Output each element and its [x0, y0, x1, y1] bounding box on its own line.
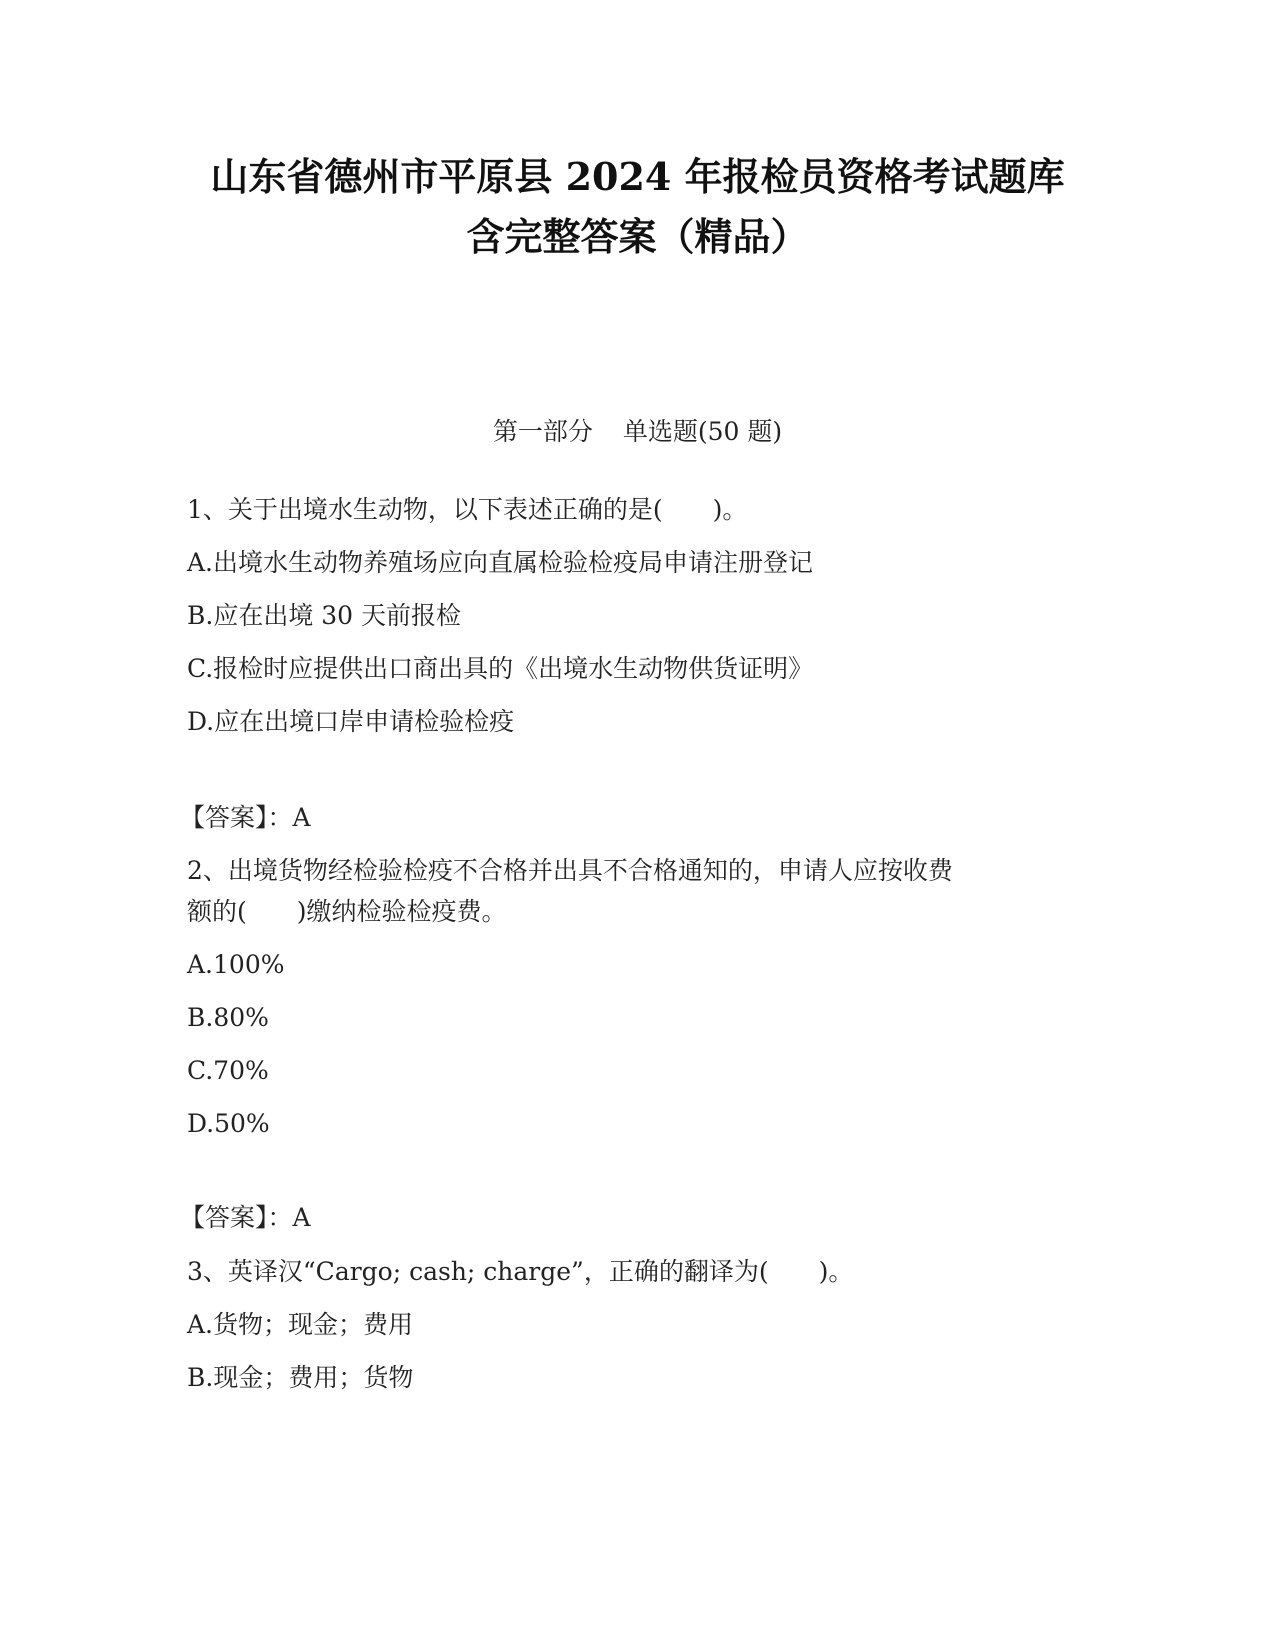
question-2-option-b: B.80% [187, 1003, 269, 1032]
question-2-option-d: D.50% [187, 1109, 270, 1138]
question-1-option-b: B.应在出境 30 天前报检 [187, 601, 462, 630]
question-1-option-d: D.应在出境口岸申请检验检疫 [187, 707, 515, 736]
question-2-answer: 【答案】：A [180, 1203, 311, 1232]
question-1-option-a: A.出境水生动物养殖场应向直属检验检疫局申请注册登记 [187, 548, 814, 577]
question-3-stem: 3、英译汉“Cargo; cash; charge”，正确的翻译为( )。 [187, 1257, 854, 1286]
question-2-stem-line-1: 2、出境货物经检验检疫不合格并出具不合格通知的，申请人应按收费 [187, 856, 953, 885]
section-part-label: 第一部分 [492, 417, 593, 446]
question-2-stem-line-2: 额的( )缴纳检验检疫费。 [187, 897, 507, 926]
question-3-option-a: A.货物；现金；费用 [187, 1310, 414, 1339]
question-2-option-a: A.100% [187, 950, 285, 979]
document-title-line-1: 山东省德州市平原县 2024 年报检员资格考试题库 [210, 154, 1065, 199]
question-1-answer: 【答案】：A [180, 803, 311, 832]
question-1-stem: 1、关于出境水生动物，以下表述正确的是( )。 [187, 495, 748, 524]
question-1-option-c: C.报检时应提供出口商出具的《出境水生动物供货证明》 [187, 654, 814, 683]
question-3-option-b: B.现金；费用；货物 [187, 1363, 414, 1392]
section-type-label: 单选题(50 题) [622, 417, 783, 446]
question-2-option-c: C.70% [187, 1056, 269, 1085]
section-heading [140, 414, 1135, 450]
document-title-line-2: 含完整答案（精品） [466, 214, 809, 259]
